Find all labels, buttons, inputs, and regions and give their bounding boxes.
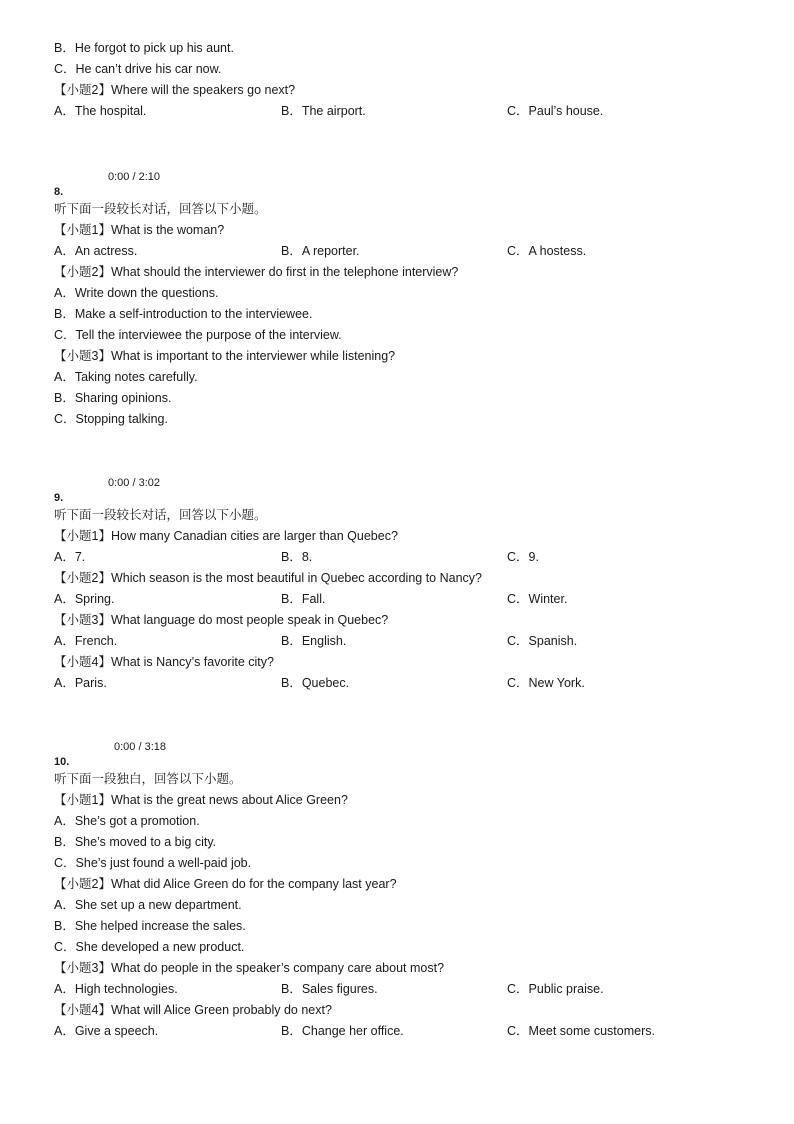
option-c: C．Public praise. (507, 982, 604, 996)
option-a: A．An actress. (54, 244, 138, 258)
option-b: B．Fall. (281, 592, 326, 606)
option-a: A．She’s got a promotion. (54, 814, 200, 828)
option-c: C．Tell the interviewee the purpose of the interview. (54, 328, 342, 342)
option-a: A．French. (54, 634, 118, 648)
option-b: B．Sales figures. (281, 982, 378, 996)
audio-player-time[interactable]: 0:00 / 2:10 (108, 171, 160, 183)
option-b: B．A reporter. (281, 244, 360, 258)
option-c: C．Spanish. (507, 634, 578, 648)
option-a: A．The hospital. (54, 104, 147, 118)
option-b: B．8. (281, 550, 313, 564)
options-row (54, 631, 754, 652)
instruction: 听下面一段较长对话，回答以下小题。 (54, 508, 267, 522)
sub-question: 【小题2】Where will the speakers go next? (54, 83, 296, 97)
sub-question: 【小题2】What should the interviewer do first in the telephone interview? (54, 265, 459, 279)
option-c: C．Stopping talking. (54, 412, 168, 426)
option-a: A．7. (54, 550, 86, 564)
question-number: 10. (54, 756, 70, 768)
options-row (54, 241, 754, 262)
option-a: A．High technologies. (54, 982, 178, 996)
audio-player-time[interactable]: 0:00 / 3:02 (108, 477, 160, 489)
option-b: B．English. (281, 634, 347, 648)
options-row (54, 979, 754, 1000)
audio-player-time[interactable]: 0:00 / 3:18 (114, 741, 166, 753)
option-line: C．He can’t drive his car now. (54, 62, 222, 76)
exam-page (54, 38, 754, 1042)
instruction: 听下面一段独白，回答以下小题。 (54, 772, 242, 786)
option-c: C．A hostess. (507, 244, 587, 258)
sub-question: 【小题3】What do people in the speaker’s company care about most? (54, 961, 445, 975)
option-b: B．Sharing opinions. (54, 391, 172, 405)
option-b: B．The airport. (281, 104, 366, 118)
sub-question: 【小题4】What will Alice Green probably do next? (54, 1003, 332, 1017)
option-b: B．Quebec. (281, 676, 350, 690)
option-b: B．Make a self-introduction to the interviewee. (54, 307, 313, 321)
option-a: A．Taking notes carefully. (54, 370, 198, 384)
option-c: C．Paul’s house. (507, 104, 604, 118)
sub-question: 【小题4】What is Nancy’s favorite city? (54, 655, 274, 669)
sub-question: 【小题2】Which season is the most beautiful in Quebec according to Nancy? (54, 571, 482, 585)
option-b: B．Change her office. (281, 1024, 404, 1038)
options-row (54, 589, 754, 610)
option-b: B．She helped increase the sales. (54, 919, 246, 933)
options-row (54, 101, 754, 122)
option-c: C．She’s just found a well-paid job. (54, 856, 252, 870)
option-a: A．She set up a new department. (54, 898, 242, 912)
sub-question: 【小题3】What is important to the interviewer while listening? (54, 349, 396, 363)
option-a: A．Paris. (54, 676, 107, 690)
question-number: 8. (54, 186, 64, 198)
sub-question: 【小题2】What did Alice Green do for the company last year? (54, 877, 397, 891)
question-number: 9. (54, 492, 64, 504)
instruction: 听下面一段较长对话，回答以下小题。 (54, 202, 267, 216)
option-a: A．Spring. (54, 592, 115, 606)
option-b: B．She’s moved to a big city. (54, 835, 217, 849)
option-a: A．Give a speech. (54, 1024, 159, 1038)
sub-question: 【小题1】What is the woman? (54, 223, 225, 237)
sub-question: 【小题1】What is the great news about Alice Green? (54, 793, 348, 807)
options-row (54, 673, 754, 694)
options-row (54, 547, 754, 568)
option-c: C．She developed a new product. (54, 940, 245, 954)
option-c: C．Winter. (507, 592, 568, 606)
options-row (54, 1021, 754, 1042)
option-c: C．9. (507, 550, 539, 564)
sub-question: 【小题1】How many Canadian cities are larger than Quebec? (54, 529, 398, 543)
sub-question: 【小题3】What language do most people speak in Quebec? (54, 613, 389, 627)
option-a: A．Write down the questions. (54, 286, 219, 300)
option-c: C．Meet some customers. (507, 1024, 655, 1038)
option-c: C．New York. (507, 676, 585, 690)
option-line: B．He forgot to pick up his aunt. (54, 41, 234, 55)
